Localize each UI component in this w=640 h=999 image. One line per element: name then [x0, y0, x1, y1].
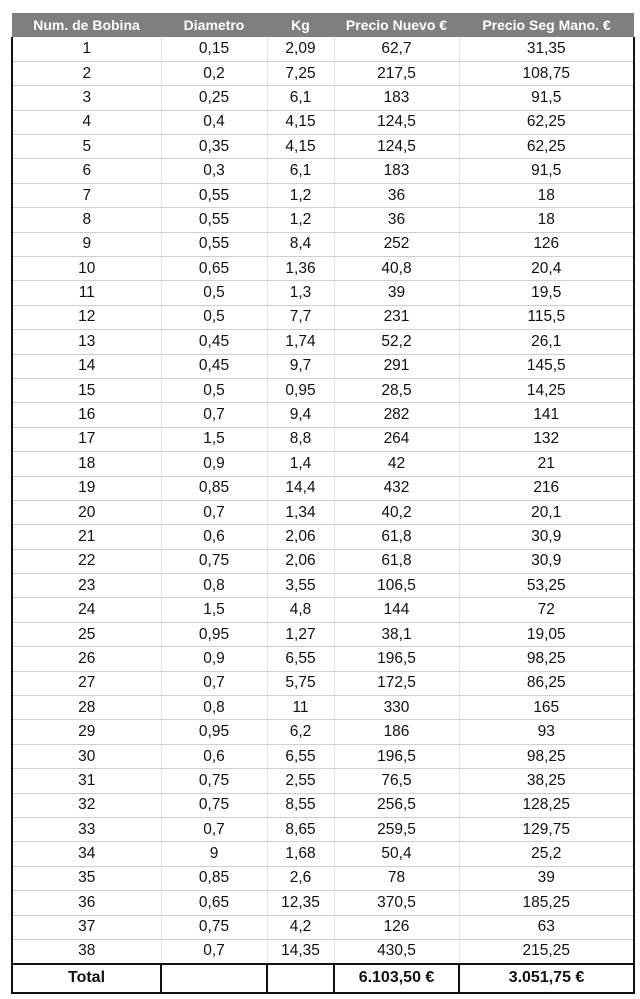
cell-precio-seg-mano: 53,25	[459, 574, 634, 598]
cell-kg: 1,4	[267, 452, 334, 476]
cell-precio-seg-mano: 18	[459, 183, 634, 207]
cell-num-bobina: 27	[12, 671, 161, 695]
table-header	[12, 13, 634, 37]
cell-kg: 2,06	[267, 549, 334, 573]
cell-precio-seg-mano: 25,2	[459, 842, 634, 866]
cell-diametro: 0,25	[161, 86, 267, 110]
table-row	[12, 622, 634, 646]
cell-diametro: 0,35	[161, 135, 267, 159]
cell-kg: 14,4	[267, 476, 334, 500]
cell-precio-nuevo: 196,5	[334, 647, 459, 671]
cell-kg: 12,35	[267, 891, 334, 915]
table-row	[12, 281, 634, 305]
table-row	[12, 232, 634, 256]
table-row	[12, 37, 634, 61]
cell-diametro: 0,9	[161, 647, 267, 671]
total-kg	[267, 964, 334, 993]
cell-precio-seg-mano: 128,25	[459, 793, 634, 817]
cell-num-bobina: 26	[12, 647, 161, 671]
cell-kg: 3,55	[267, 574, 334, 598]
cell-num-bobina: 4	[12, 110, 161, 134]
cell-kg: 1,34	[267, 500, 334, 524]
cell-kg: 5,75	[267, 671, 334, 695]
header-num-bobina: Num. de Bobina	[33, 17, 140, 33]
cell-num-bobina: 20	[12, 500, 161, 524]
cell-diametro: 0,65	[161, 257, 267, 281]
cell-precio-nuevo: 196,5	[334, 744, 459, 768]
cell-kg: 6,1	[267, 86, 334, 110]
header-precio-seg-mano: Precio Seg Mano. €	[482, 17, 611, 33]
cell-diametro: 0,55	[161, 232, 267, 256]
cell-num-bobina: 7	[12, 183, 161, 207]
cell-precio-nuevo: 144	[334, 598, 459, 622]
cell-precio-seg-mano: 165	[459, 696, 634, 720]
cell-precio-nuevo: 217,5	[334, 61, 459, 85]
cell-precio-nuevo: 76,5	[334, 769, 459, 793]
cell-diametro: 0,4	[161, 110, 267, 134]
cell-precio-seg-mano: 115,5	[459, 305, 634, 329]
cell-precio-nuevo: 432	[334, 476, 459, 500]
cell-diametro: 0,65	[161, 891, 267, 915]
cell-kg: 8,4	[267, 232, 334, 256]
cell-kg: 2,06	[267, 525, 334, 549]
cell-num-bobina: 13	[12, 330, 161, 354]
cell-precio-nuevo: 259,5	[334, 818, 459, 842]
cell-num-bobina: 24	[12, 598, 161, 622]
cell-num-bobina: 29	[12, 720, 161, 744]
table-row	[12, 598, 634, 622]
cell-diametro: 0,15	[161, 37, 267, 61]
cell-diametro: 9	[161, 842, 267, 866]
header-diametro: Diametro	[183, 17, 245, 33]
cell-diametro: 0,3	[161, 159, 267, 183]
cell-kg: 6,2	[267, 720, 334, 744]
cell-precio-nuevo: 126	[334, 915, 459, 939]
cell-precio-nuevo: 52,2	[334, 330, 459, 354]
total-row	[12, 964, 634, 993]
table-row	[12, 183, 634, 207]
cell-precio-seg-mano: 98,25	[459, 744, 634, 768]
cell-precio-nuevo: 172,5	[334, 671, 459, 695]
table-footer	[12, 964, 634, 993]
cell-kg: 7,25	[267, 61, 334, 85]
cell-kg: 6,55	[267, 744, 334, 768]
table-row	[12, 915, 634, 939]
cell-precio-seg-mano: 30,9	[459, 549, 634, 573]
cell-precio-nuevo: 106,5	[334, 574, 459, 598]
table-row	[12, 330, 634, 354]
cell-precio-seg-mano: 38,25	[459, 769, 634, 793]
cell-kg: 1,68	[267, 842, 334, 866]
cell-precio-nuevo: 61,8	[334, 525, 459, 549]
table-row	[12, 110, 634, 134]
cell-num-bobina: 35	[12, 866, 161, 890]
cell-precio-seg-mano: 20,4	[459, 257, 634, 281]
cell-kg: 1,3	[267, 281, 334, 305]
table-row	[12, 86, 634, 110]
table-row	[12, 427, 634, 451]
table-row	[12, 452, 634, 476]
cell-precio-seg-mano: 30,9	[459, 525, 634, 549]
cell-num-bobina: 16	[12, 403, 161, 427]
cell-precio-nuevo: 330	[334, 696, 459, 720]
cell-num-bobina: 31	[12, 769, 161, 793]
cell-precio-nuevo: 256,5	[334, 793, 459, 817]
table-row	[12, 891, 634, 915]
cell-num-bobina: 25	[12, 622, 161, 646]
cell-kg: 4,15	[267, 135, 334, 159]
cell-diametro: 0,9	[161, 452, 267, 476]
cell-num-bobina: 2	[12, 61, 161, 85]
table-row	[12, 525, 634, 549]
cell-diametro: 0,95	[161, 622, 267, 646]
cell-num-bobina: 10	[12, 257, 161, 281]
cell-diametro: 0,8	[161, 574, 267, 598]
cell-num-bobina: 36	[12, 891, 161, 915]
cell-diametro: 1,5	[161, 427, 267, 451]
cell-precio-seg-mano: 86,25	[459, 671, 634, 695]
cell-num-bobina: 34	[12, 842, 161, 866]
cell-num-bobina: 8	[12, 208, 161, 232]
cell-diametro: 0,75	[161, 915, 267, 939]
table-row	[12, 500, 634, 524]
cell-precio-seg-mano: 21	[459, 452, 634, 476]
table-row	[12, 647, 634, 671]
table-row	[12, 305, 634, 329]
cell-precio-nuevo: 291	[334, 354, 459, 378]
cell-precio-seg-mano: 19,05	[459, 622, 634, 646]
cell-kg: 2,6	[267, 866, 334, 890]
table-row	[12, 696, 634, 720]
cell-precio-nuevo: 50,4	[334, 842, 459, 866]
cell-diametro: 0,7	[161, 671, 267, 695]
cell-diametro: 0,75	[161, 549, 267, 573]
cell-diametro: 0,6	[161, 525, 267, 549]
cell-precio-nuevo: 186	[334, 720, 459, 744]
cell-num-bobina: 15	[12, 378, 161, 402]
cell-precio-nuevo: 61,8	[334, 549, 459, 573]
table-row	[12, 574, 634, 598]
cell-diametro: 0,5	[161, 305, 267, 329]
spreadsheet-table-container	[11, 13, 633, 994]
table-row	[12, 61, 634, 85]
cell-diametro: 0,95	[161, 720, 267, 744]
cell-kg: 1,74	[267, 330, 334, 354]
cell-num-bobina: 1	[12, 37, 161, 61]
cell-precio-nuevo: 36	[334, 183, 459, 207]
cell-diametro: 0,55	[161, 183, 267, 207]
cell-precio-nuevo: 124,5	[334, 110, 459, 134]
cell-precio-seg-mano: 98,25	[459, 647, 634, 671]
total-precio-seg-mano: 3.051,75 €	[459, 964, 634, 993]
cell-diametro: 0,7	[161, 818, 267, 842]
cell-precio-seg-mano: 108,75	[459, 61, 634, 85]
cell-kg: 9,4	[267, 403, 334, 427]
table-row	[12, 208, 634, 232]
cell-precio-nuevo: 28,5	[334, 378, 459, 402]
total-label: Total	[12, 964, 161, 993]
cell-num-bobina: 18	[12, 452, 161, 476]
table-row	[12, 818, 634, 842]
cell-kg: 2,55	[267, 769, 334, 793]
cell-precio-nuevo: 264	[334, 427, 459, 451]
header-precio-nuevo: Precio Nuevo €	[345, 17, 448, 33]
cell-precio-seg-mano: 18	[459, 208, 634, 232]
total-precio-nuevo: 6.103,50 €	[334, 964, 459, 993]
cell-num-bobina: 23	[12, 574, 161, 598]
cell-num-bobina: 12	[12, 305, 161, 329]
table-row	[12, 939, 634, 963]
cell-diametro: 0,7	[161, 500, 267, 524]
cell-num-bobina: 17	[12, 427, 161, 451]
table-row	[12, 403, 634, 427]
cell-kg: 1,2	[267, 183, 334, 207]
cell-kg: 8,65	[267, 818, 334, 842]
cell-precio-nuevo: 36	[334, 208, 459, 232]
cell-num-bobina: 19	[12, 476, 161, 500]
total-diametro	[161, 964, 267, 993]
cell-num-bobina: 28	[12, 696, 161, 720]
cell-diametro: 0,2	[161, 61, 267, 85]
cell-diametro: 0,6	[161, 744, 267, 768]
cell-precio-seg-mano: 185,25	[459, 891, 634, 915]
cell-precio-seg-mano: 26,1	[459, 330, 634, 354]
table-row	[12, 793, 634, 817]
table-row	[12, 378, 634, 402]
cell-num-bobina: 14	[12, 354, 161, 378]
cell-kg: 8,8	[267, 427, 334, 451]
cell-kg: 0,95	[267, 378, 334, 402]
cell-diametro: 0,55	[161, 208, 267, 232]
cell-precio-nuevo: 183	[334, 159, 459, 183]
cell-precio-seg-mano: 62,25	[459, 110, 634, 134]
cell-kg: 8,55	[267, 793, 334, 817]
cell-kg: 4,15	[267, 110, 334, 134]
cell-precio-seg-mano: 141	[459, 403, 634, 427]
cell-kg: 1,2	[267, 208, 334, 232]
cell-precio-nuevo: 42	[334, 452, 459, 476]
cell-kg: 14,35	[267, 939, 334, 963]
cell-precio-seg-mano: 72	[459, 598, 634, 622]
cell-num-bobina: 5	[12, 135, 161, 159]
cell-kg: 2,09	[267, 37, 334, 61]
cell-kg: 4,2	[267, 915, 334, 939]
cell-diametro: 0,45	[161, 354, 267, 378]
table-row	[12, 866, 634, 890]
cell-precio-seg-mano: 126	[459, 232, 634, 256]
cell-num-bobina: 21	[12, 525, 161, 549]
cell-precio-nuevo: 430,5	[334, 939, 459, 963]
cell-precio-nuevo: 62,7	[334, 37, 459, 61]
cell-precio-nuevo: 124,5	[334, 135, 459, 159]
cell-precio-seg-mano: 39	[459, 866, 634, 890]
cell-precio-nuevo: 370,5	[334, 891, 459, 915]
cell-precio-seg-mano: 19,5	[459, 281, 634, 305]
cell-diametro: 1,5	[161, 598, 267, 622]
cell-precio-nuevo: 183	[334, 86, 459, 110]
cell-diametro: 0,85	[161, 476, 267, 500]
cell-kg: 9,7	[267, 354, 334, 378]
cell-num-bobina: 11	[12, 281, 161, 305]
cell-precio-seg-mano: 129,75	[459, 818, 634, 842]
cell-num-bobina: 33	[12, 818, 161, 842]
cell-precio-seg-mano: 93	[459, 720, 634, 744]
cell-precio-seg-mano: 91,5	[459, 86, 634, 110]
cell-kg: 1,27	[267, 622, 334, 646]
table-row	[12, 135, 634, 159]
bobinas-table	[11, 13, 635, 994]
table-row	[12, 769, 634, 793]
cell-kg: 7,7	[267, 305, 334, 329]
cell-precio-seg-mano: 215,25	[459, 939, 634, 963]
cell-precio-seg-mano: 132	[459, 427, 634, 451]
cell-precio-seg-mano: 62,25	[459, 135, 634, 159]
cell-diametro: 0,75	[161, 793, 267, 817]
cell-precio-nuevo: 78	[334, 866, 459, 890]
table-row	[12, 159, 634, 183]
table-row	[12, 744, 634, 768]
cell-precio-seg-mano: 14,25	[459, 378, 634, 402]
cell-num-bobina: 9	[12, 232, 161, 256]
cell-diametro: 0,7	[161, 403, 267, 427]
header-row	[12, 13, 634, 37]
cell-precio-seg-mano: 31,35	[459, 37, 634, 61]
cell-kg: 6,1	[267, 159, 334, 183]
cell-diametro: 0,85	[161, 866, 267, 890]
cell-precio-seg-mano: 20,1	[459, 500, 634, 524]
cell-precio-seg-mano: 63	[459, 915, 634, 939]
cell-num-bobina: 3	[12, 86, 161, 110]
cell-num-bobina: 37	[12, 915, 161, 939]
cell-diametro: 0,45	[161, 330, 267, 354]
cell-diametro: 0,5	[161, 281, 267, 305]
header-kg: Kg	[291, 17, 310, 33]
table-row	[12, 476, 634, 500]
table-row	[12, 257, 634, 281]
cell-num-bobina: 32	[12, 793, 161, 817]
table-row	[12, 720, 634, 744]
cell-precio-seg-mano: 216	[459, 476, 634, 500]
table-row	[12, 842, 634, 866]
table-row	[12, 671, 634, 695]
cell-kg: 6,55	[267, 647, 334, 671]
table-row	[12, 549, 634, 573]
table-row	[12, 354, 634, 378]
cell-precio-nuevo: 39	[334, 281, 459, 305]
cell-precio-nuevo: 231	[334, 305, 459, 329]
cell-precio-nuevo: 40,8	[334, 257, 459, 281]
cell-num-bobina: 6	[12, 159, 161, 183]
cell-diametro: 0,5	[161, 378, 267, 402]
cell-precio-seg-mano: 91,5	[459, 159, 634, 183]
cell-precio-seg-mano: 145,5	[459, 354, 634, 378]
cell-num-bobina: 22	[12, 549, 161, 573]
table-body	[12, 37, 634, 964]
cell-diametro: 0,8	[161, 696, 267, 720]
cell-kg: 4,8	[267, 598, 334, 622]
cell-num-bobina: 38	[12, 939, 161, 963]
cell-kg: 11	[267, 696, 334, 720]
cell-precio-nuevo: 38,1	[334, 622, 459, 646]
cell-num-bobina: 30	[12, 744, 161, 768]
cell-diametro: 0,75	[161, 769, 267, 793]
cell-precio-nuevo: 282	[334, 403, 459, 427]
cell-diametro: 0,7	[161, 939, 267, 963]
cell-kg: 1,36	[267, 257, 334, 281]
cell-precio-nuevo: 40,2	[334, 500, 459, 524]
cell-precio-nuevo: 252	[334, 232, 459, 256]
